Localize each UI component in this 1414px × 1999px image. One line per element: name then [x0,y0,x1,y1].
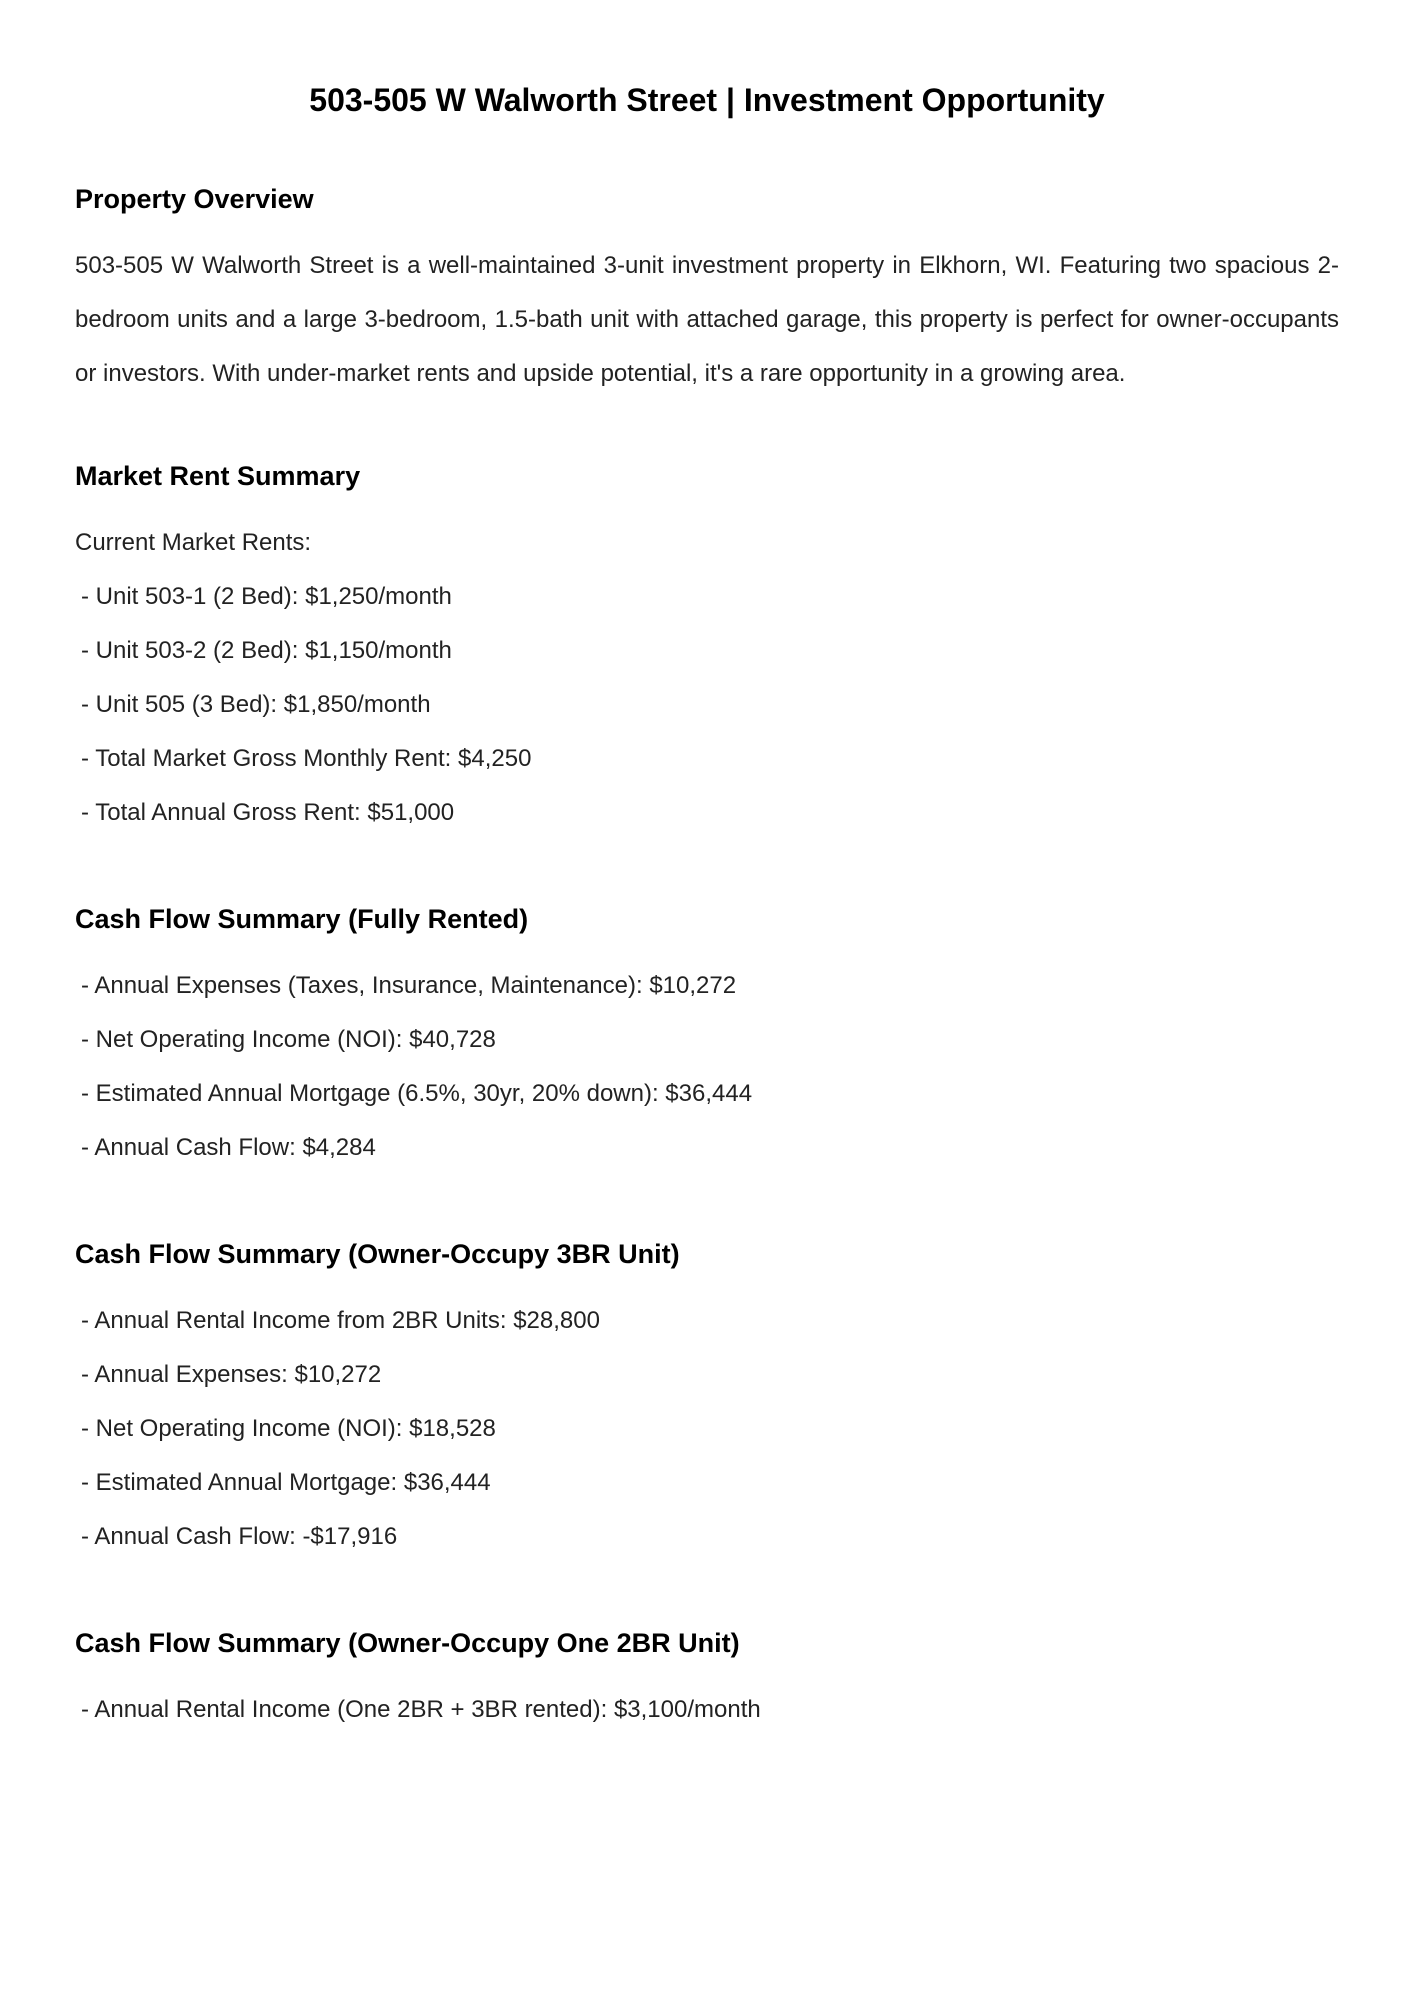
section-property-overview [75,239,1339,401]
section-cash-flow-owner-2br [75,1683,1339,1737]
list-item: - Annual Rental Income from 2BR Units: $28,800 [81,1307,600,1334]
list-item: - Total Annual Gross Rent: $51,000 [81,799,455,826]
list-item: - Unit 503-1 (2 Bed): $1,250/month [81,583,452,610]
list-item: - Annual Rental Income (One 2BR + 3BR rented): $3,100/month [81,1696,761,1723]
list-item: - Annual Expenses (Taxes, Insurance, Maintenance): $10,272 [81,972,737,999]
overview-paragraph: 503-505 W Walworth Street is a well-maintained 3-unit investment property in Elkhorn, WI. Featuring two spacious 2-bedroom units and a large 3-bedroom, 1.5-bath unit with attached garage, this property is perfect for owner-occupants or investors. With under-market rents and upside potential, it's a rare opportunity in a growing area. [75,252,1339,387]
list-item: - Unit 503-2 (2 Bed): $1,150/month [81,637,452,664]
list-item: - Annual Cash Flow: $4,284 [81,1134,376,1161]
list-item: - Annual Cash Flow: -$17,916 [81,1523,398,1550]
document-title: 503-505 W Walworth Street | Investment Opportunity [309,82,1105,118]
list-item: - Annual Expenses: $10,272 [81,1361,382,1388]
list-item: - Total Market Gross Monthly Rent: $4,250 [81,745,532,772]
list-item: - Estimated Annual Mortgage (6.5%, 30yr, 20% down): $36,444 [81,1080,753,1107]
list-item: - Unit 505 (3 Bed): $1,850/month [81,691,431,718]
section-heading-market-rent-summary: Market Rent Summary [75,461,361,491]
section-heading-cash-flow-owner-3br: Cash Flow Summary (Owner-Occupy 3BR Unit) [75,1239,680,1269]
section-heading-cash-flow-fully-rented: Cash Flow Summary (Fully Rented) [75,904,529,934]
section-market-rent-summary [75,516,1339,840]
list-item: - Net Operating Income (NOI): $40,728 [81,1026,496,1053]
list-item: - Net Operating Income (NOI): $18,528 [81,1415,496,1442]
market-rent-intro: Current Market Rents: [75,529,312,556]
section-heading-cash-flow-owner-2br: Cash Flow Summary (Owner-Occupy One 2BR Unit) [75,1628,740,1658]
list-item: - Estimated Annual Mortgage: $36,444 [81,1469,491,1496]
section-cash-flow-owner-3br [75,1294,1339,1564]
section-heading-property-overview: Property Overview [75,184,314,214]
section-cash-flow-fully-rented [75,959,1339,1175]
